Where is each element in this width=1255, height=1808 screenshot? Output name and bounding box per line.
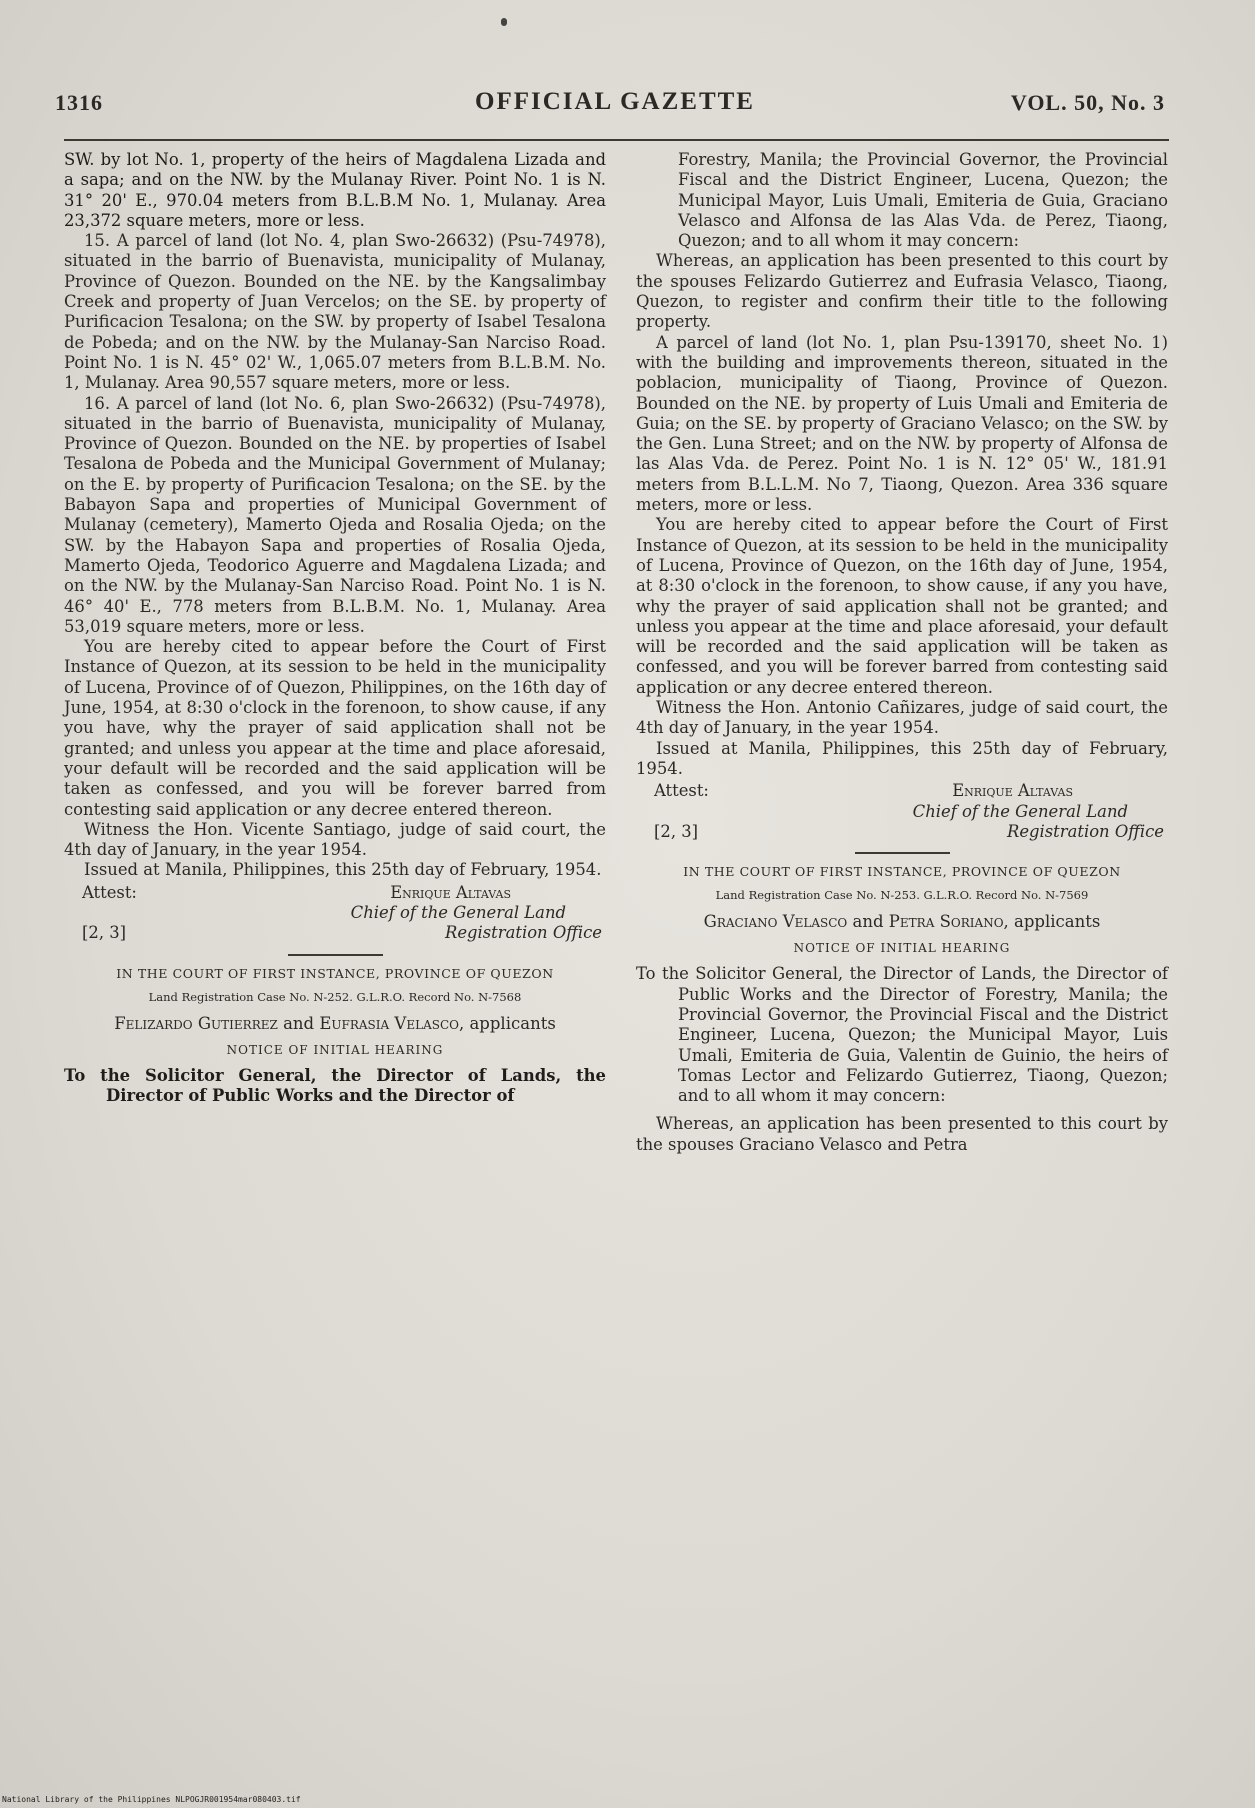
paragraph: Whereas, an application has been presented to this court by the spouses Graciano Velasco and Petra [636,1114,1168,1154]
paragraph: SW. by lot No. 1, property of the heirs of Magdalena Lizada and a sapa; and on the NW. by the Mulanay River. Point No. 1 is N. 31° 20' E., 970.04 meters from B.L.B.M No. 1, Mulanay. Area 23,372 square meters, more or less. [64,150,606,230]
parties-line [636,911,1168,932]
signatory-title: Chief of the General Land [912,801,1128,821]
paragraph: Issued at Manila, Philippines, this 25th day of February, 1954. [84,860,602,880]
court-heading: IN THE COURT OF FIRST INSTANCE, PROVINCE OF QUEZON [116,965,554,981]
signatory-office: Registration Office [444,923,602,943]
attest-label: Attest: [82,882,137,902]
page-number: 1316 [55,90,103,115]
applicants-label: , applicants [458,1013,556,1033]
addressee-paragraph: To the Solicitor General, the Director of Lands, the Director of Public Works and the Director of Forestry, Manila; the Provincial Governor, the Provincial Fiscal and the District Engineer, Lucena, Quezon; the Municipal Mayor, Luis Umali, Emiteria de Guia, Valentin de Guinio, the heirs of Tomas Lector and Felizardo Gutierrez, Tiaong, Quezon; and to all whom it may concern: [636,964,1168,1106]
signature-block [64,883,606,944]
page-header [55,88,1165,122]
paragraph: 16. A parcel of land (lot No. 6, plan Swo-26632) (Psu-74978), situated in the barrio of Buenavista, municipality of Mulanay, Province of Quezon. Bounded on the NE. by properties of Isabel Tesalona de Pobeda and the Municipal Government of Mulanay; on the E. by property of Purificacion Tesalona; on the SE. by the Babayon Sapa and properties of Municipal Government of Mulanay (cemetery), Mamerto Ojeda and Rosalia Ojeda; on the SW. by the Habayon Sapa and properties of Rosalia Ojeda, Mamerto Ojeda, Teodorico Aguerre and Magdalena Lizada; and on the NW. by the Mulanay-San Narciso Road. Point No. 1 is N. 46° 40' E., 778 meters from B.L.B.M. No. 1, Mulanay. Area 53,019 square meters, more or less. [64,393,606,636]
right-column [636,150,1168,1155]
publication-code: [2, 3] [654,821,699,841]
signature-block [636,781,1168,842]
section-divider [288,954,383,956]
case-number: Land Registration Case No. N-252. G.L.R.O. Record No. N-7568 [148,989,522,1004]
section-divider [855,852,950,854]
notice-heading: NOTICE OF INITIAL HEARING [226,1042,444,1057]
volume-number: VOL. 50, No. 3 [1010,90,1165,115]
paragraph: Issued at Manila, Philippines, this 25th day of February, 1954. [636,738,1168,778]
publication-code: [2, 3] [82,923,127,943]
header-rule [64,139,1169,141]
signatory-office: Registration Office [1006,821,1164,841]
scan-source-footer: National Library of the Philippines NLPOGJR001954mar080403.tif [2,1795,301,1804]
paragraph: Witness the Hon. Vicente Santiago, judge of said court, the 4th day of January, in the year 1954. [64,819,606,860]
ink-speck [501,18,507,26]
publication-title: OFFICIAL GAZETTE [475,88,755,115]
applicants-label: , applicants [1003,912,1101,932]
paragraph: You are hereby cited to appear before the Court of First Instance of Quezon, at its session to be held in the municipality of Lucena, Province of Quezon, on the 16th day of June, 1954, at 8:30 o'clock in the forenoon, to show cause, if any you have, why the prayer of said application shall not be granted; and unless you appear at the time and place aforesaid, your default will be recorded and the said application will be taken as confessed, and you will be forever barred from contesting said application or any decree entered thereon. [636,515,1168,697]
court-heading: IN THE COURT OF FIRST INSTANCE, PROVINCE OF QUEZON [683,864,1121,880]
signatory-name: Enrique Altavas [390,882,511,902]
addressee-paragraph: To the Solicitor General, the Director of Lands, the Director of Public Works and the Director of [64,1065,606,1106]
paragraph: 15. A parcel of land (lot No. 4, plan Swo-26632) (Psu-74978), situated in the barrio of Buenavista, municipality of Mulanay, Province of Quezon. Bounded on the NE. by the Kangsalimbay Creek and property of Juan Vercelos; on the SE. by property of Purificacion Tesalona; on the SW. by property of Isabel Tesalona de Pobeda; and on the NW. by the Mulanay-San Narciso Road. Point No. 1 is N. 45° 02' W., 1,065.07 meters from B.L.B.M. No. 1, Mulanay. Area 90,557 square meters, more or less. [64,231,606,393]
applicant-name: Eufrasia Velasco [319,1013,459,1033]
notice-heading: NOTICE OF INITIAL HEARING [793,941,1011,956]
paragraph: Forestry, Manila; the Provincial Governor, the Provincial Fiscal and the District Engineer, Lucena, Quezon; the Municipal Mayor, Luis Umali, Emiteria de Guia, Graciano Velasco and Alfonsa de las Alas Vda. de Perez, Tiaong, Quezon; and to all whom it may concern: [678,150,1168,251]
paragraph: A parcel of land (lot No. 1, plan Psu-139170, sheet No. 1) with the building and improvements thereon, situated in the poblacion, municipality of Tiaong, Province of Quezon. Bounded on the NE. by property of Luis Umali and Emiteria de Guia; on the SE. by property of Graciano Velasco; on the SW. by the Gen. Luna Street; and on the NW. by property of Alfonsa de las Alas Vda. de Perez. Point No. 1 is N. 12° 05' W., 181.91 meters from B.L.L.M. No 7, Tiaong, Quezon. Area 336 square meters, more or less. [636,332,1168,515]
signatory-name: Enrique Altavas [952,781,1073,801]
conjunction: and [277,1013,320,1033]
paragraph: You are hereby cited to appear before the Court of First Instance of Quezon, at its session to be held in the municipality of Lucena, Province of of Quezon, Philippines, on the 16th day of June, 1954, at 8:30 o'clock in the forenoon, to show cause, if any you have, why the prayer of said application shall not be granted; and unless you appear at the time and place aforesaid, your default will be recorded and the said application will be taken as confessed, and you will be forever barred from contesting said application or any decree entered thereon. [64,637,606,819]
paragraph: Witness the Hon. Antonio Cañizares, judge of said court, the 4th day of January, in the year 1954. [636,698,1168,738]
left-column [64,150,606,1106]
signatory-title: Chief of the General Land [350,902,566,922]
attest-label: Attest: [654,781,709,801]
case-number: Land Registration Case No. N-253. G.L.R.O. Record No. N-7569 [715,888,1089,903]
parties-line [64,1013,606,1034]
applicant-name: Petra Soriano [888,912,1004,932]
conjunction: and [847,912,889,932]
applicant-name: Graciano Velasco [703,912,848,932]
applicant-name: Felizardo Gutierrez [114,1013,278,1033]
paragraph: Whereas, an application has been presented to this court by the spouses Felizardo Gutierrez and Eufrasia Velasco, Tiaong, Quezon, to register and confirm their title to the following property. [636,251,1168,332]
